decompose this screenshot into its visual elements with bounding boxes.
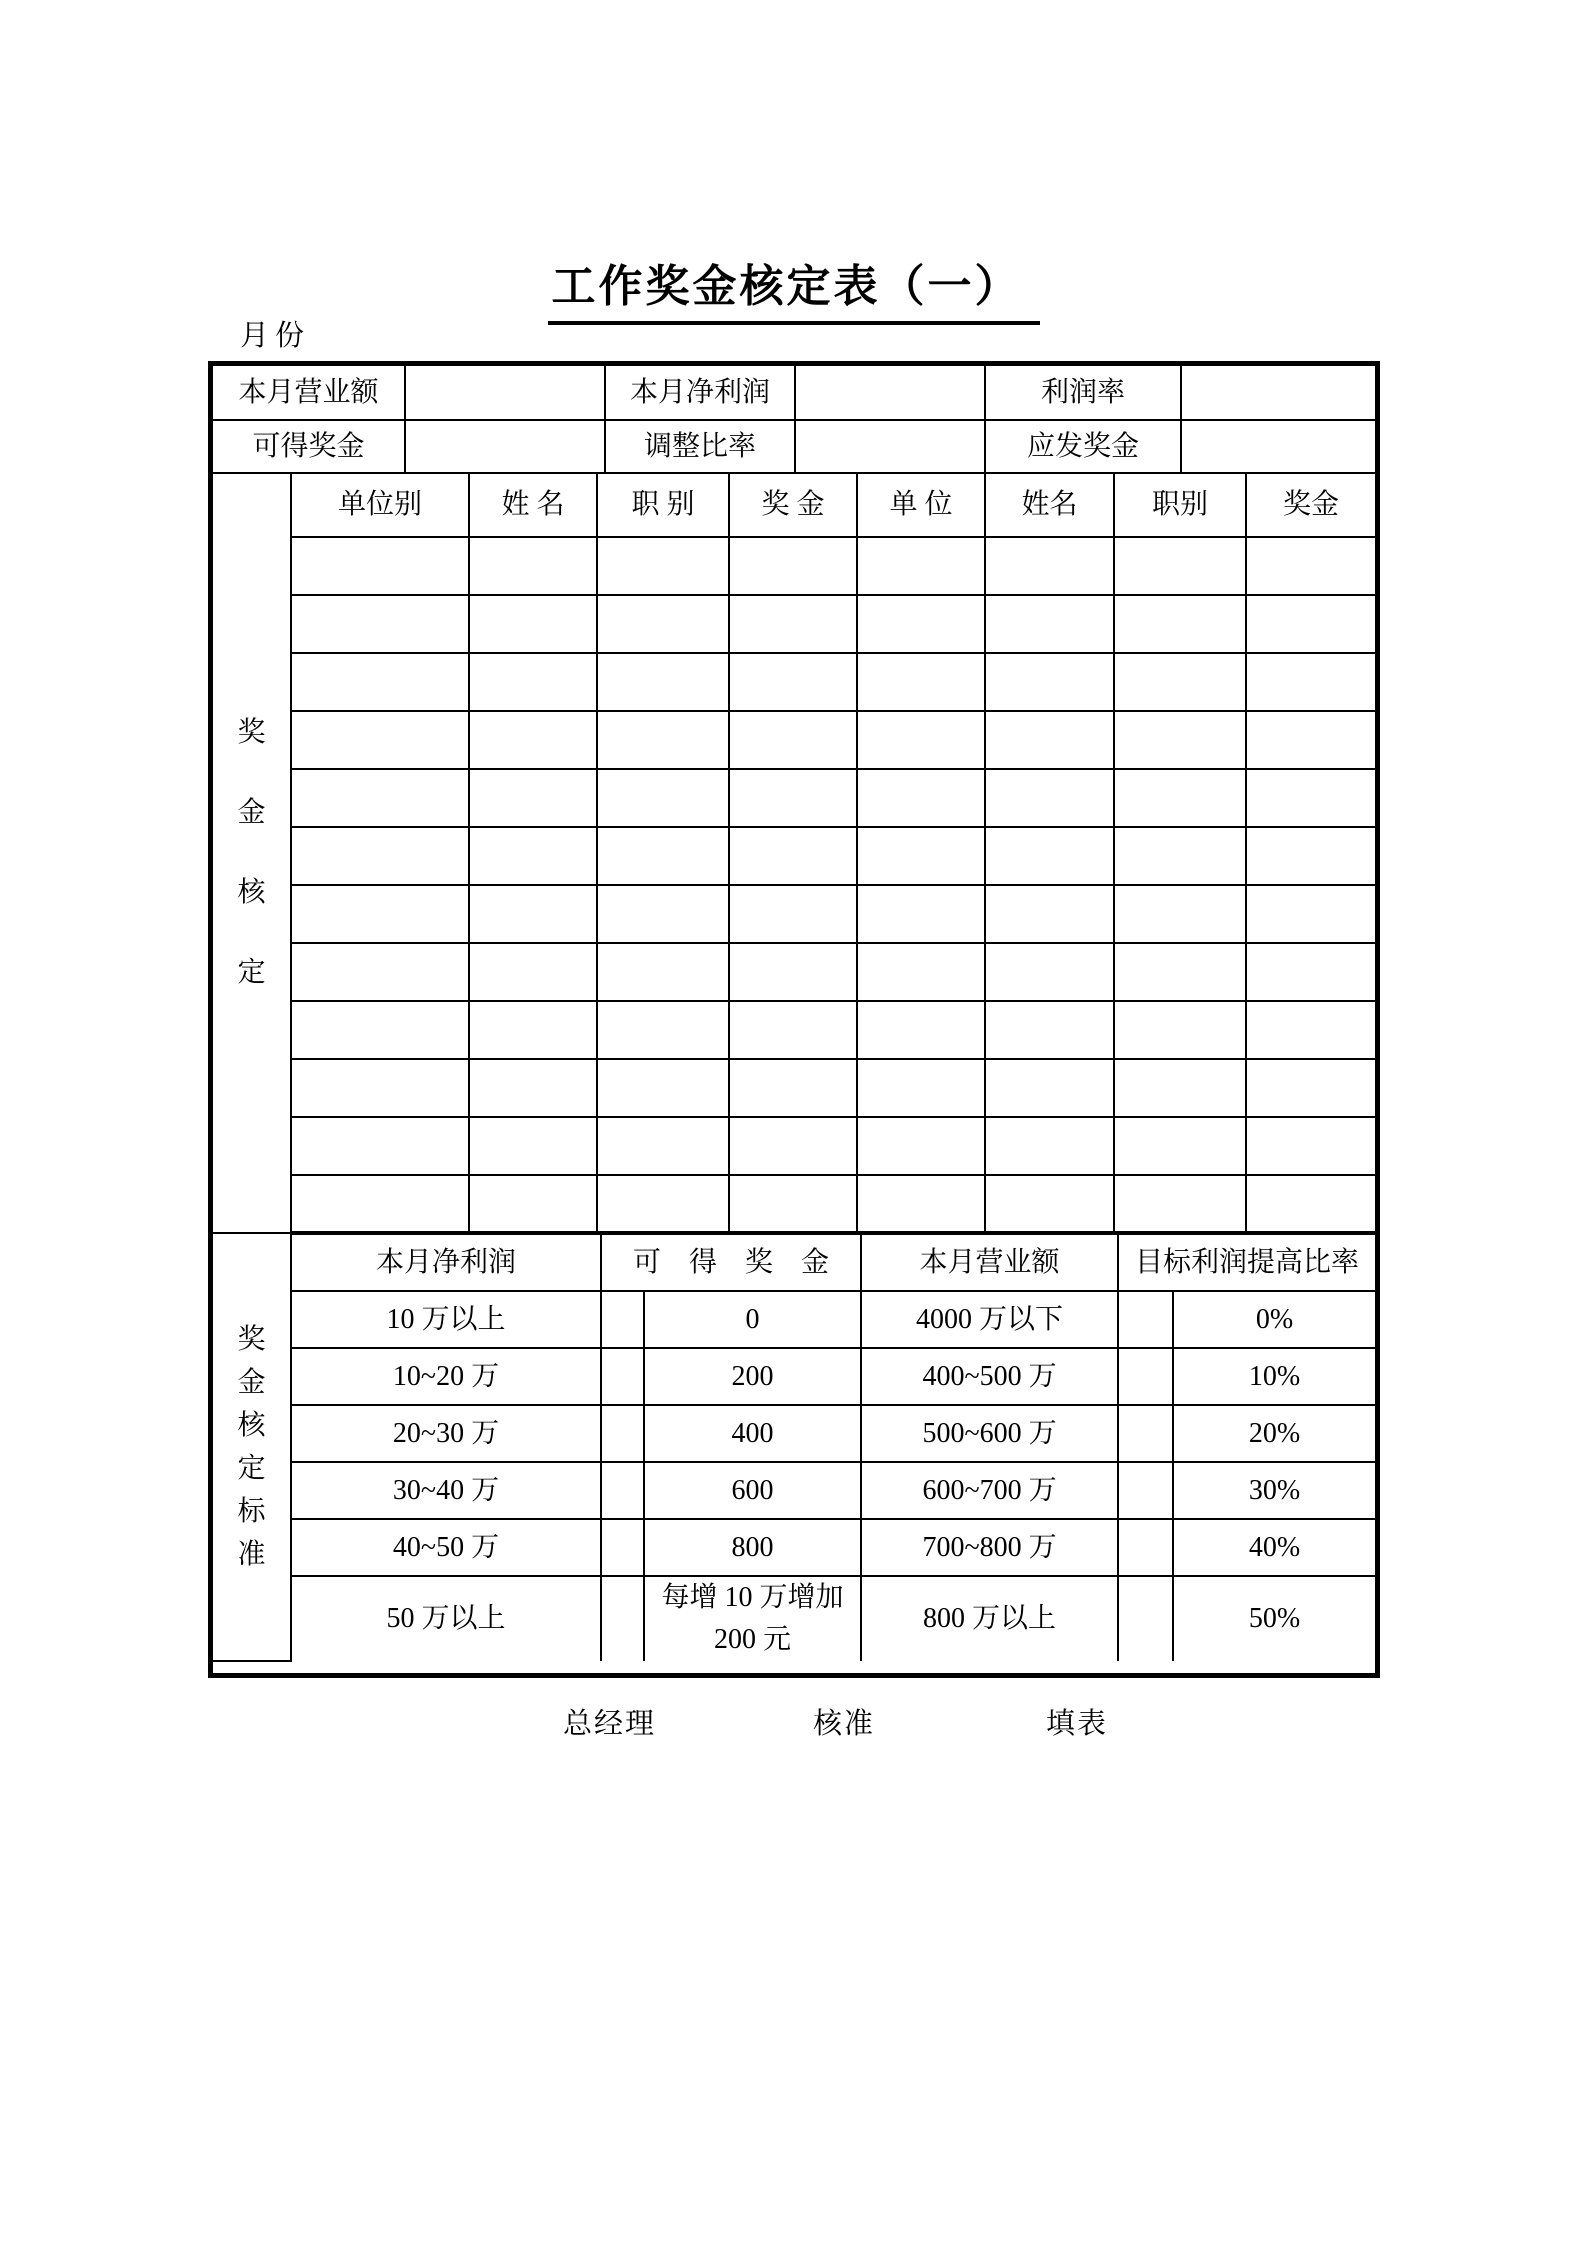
label-payable-bonus: 应发奖金	[985, 420, 1181, 473]
empty-cell[interactable]	[469, 769, 597, 827]
spacer-cell	[601, 1576, 644, 1661]
field-monthly-revenue[interactable]	[405, 366, 605, 420]
col-header-position-2: 职别	[1114, 474, 1246, 537]
empty-cell[interactable]	[729, 711, 857, 769]
standards-row	[213, 1348, 1375, 1405]
signature-approver: 核准	[813, 1708, 876, 1740]
empty-cell[interactable]	[1114, 827, 1246, 885]
std-net-profit: 20~30 万	[291, 1405, 601, 1462]
empty-cell[interactable]	[985, 711, 1114, 769]
col-header-position-1: 职 别	[597, 474, 729, 537]
empty-cell[interactable]	[985, 885, 1114, 943]
assessment-empty-row	[213, 827, 1375, 885]
assessment-empty-row	[213, 769, 1375, 827]
std-revenue: 4000 万以下	[861, 1291, 1118, 1348]
empty-cell[interactable]	[1246, 943, 1375, 1001]
empty-cell[interactable]	[597, 827, 729, 885]
empty-cell[interactable]	[597, 943, 729, 1001]
empty-cell[interactable]	[469, 537, 597, 595]
empty-cell[interactable]	[1246, 595, 1375, 653]
empty-cell[interactable]	[729, 827, 857, 885]
month-label: 月份	[240, 320, 311, 352]
empty-cell[interactable]	[469, 1175, 597, 1233]
empty-cell[interactable]	[597, 653, 729, 711]
assessment-empty-row	[213, 1059, 1375, 1117]
empty-cell[interactable]	[985, 827, 1114, 885]
std-bonus: 200	[644, 1348, 861, 1405]
assessment-empty-row	[213, 1117, 1375, 1175]
std-ratio: 30%	[1173, 1462, 1375, 1519]
empty-cell[interactable]	[1246, 1117, 1375, 1175]
std-bonus: 800	[644, 1519, 861, 1576]
field-payable-bonus[interactable]	[1181, 420, 1375, 473]
empty-cell[interactable]	[1246, 1175, 1375, 1233]
standards-row	[213, 1519, 1375, 1576]
empty-cell[interactable]	[1246, 827, 1375, 885]
empty-cell[interactable]	[1114, 943, 1246, 1001]
empty-cell[interactable]	[729, 537, 857, 595]
field-available-bonus[interactable]	[405, 420, 605, 473]
std-revenue: 700~800 万	[861, 1519, 1118, 1576]
empty-cell[interactable]	[729, 595, 857, 653]
empty-cell[interactable]	[469, 885, 597, 943]
empty-cell[interactable]	[985, 1117, 1114, 1175]
form-table	[208, 361, 1380, 1678]
empty-cell[interactable]	[469, 1059, 597, 1117]
standards-row	[213, 1291, 1375, 1348]
std-bonus: 400	[644, 1405, 861, 1462]
empty-cell[interactable]	[291, 1001, 469, 1059]
col-header-name-2: 姓名	[985, 474, 1114, 537]
empty-cell[interactable]	[597, 595, 729, 653]
label-monthly-net-profit: 本月净利润	[605, 366, 795, 420]
spacer-cell	[601, 1348, 644, 1405]
assessment-side-label: 奖 金 核 定	[213, 474, 291, 1233]
empty-cell[interactable]	[857, 537, 985, 595]
col-header-bonus-1: 奖 金	[729, 474, 857, 537]
std-header-bonus: 可 得 奖 金	[601, 1235, 861, 1291]
empty-cell[interactable]	[729, 1175, 857, 1233]
std-bonus: 0	[644, 1291, 861, 1348]
spacer-cell	[601, 1462, 644, 1519]
spacer-cell	[1118, 1348, 1173, 1405]
empty-cell[interactable]	[469, 711, 597, 769]
empty-cell[interactable]	[1114, 1001, 1246, 1059]
summary-section	[213, 366, 1375, 474]
empty-cell[interactable]	[985, 653, 1114, 711]
std-ratio: 10%	[1173, 1348, 1375, 1405]
spacer-cell	[1118, 1519, 1173, 1576]
empty-cell[interactable]	[291, 827, 469, 885]
empty-cell[interactable]	[291, 943, 469, 1001]
assessment-empty-row	[213, 653, 1375, 711]
empty-cell[interactable]	[729, 653, 857, 711]
empty-cell[interactable]	[1246, 1059, 1375, 1117]
empty-cell[interactable]	[291, 1117, 469, 1175]
page-title: 工作奖金核定表（一）	[548, 250, 1040, 325]
empty-cell[interactable]	[291, 885, 469, 943]
col-header-bonus-2: 奖金	[1246, 474, 1375, 537]
col-header-unit-type: 单位别	[291, 474, 469, 537]
empty-cell[interactable]	[729, 943, 857, 1001]
label-adjust-ratio: 调整比率	[605, 420, 795, 473]
std-ratio: 0%	[1173, 1291, 1375, 1348]
empty-cell[interactable]	[469, 595, 597, 653]
std-header-target-ratio: 目标利润提高比率	[1118, 1235, 1375, 1291]
empty-cell[interactable]	[985, 1001, 1114, 1059]
empty-cell[interactable]	[597, 769, 729, 827]
empty-cell[interactable]	[1114, 1175, 1246, 1233]
empty-cell[interactable]	[597, 1001, 729, 1059]
empty-cell[interactable]	[291, 1175, 469, 1233]
empty-cell[interactable]	[1114, 537, 1246, 595]
empty-cell[interactable]	[1114, 1117, 1246, 1175]
spacer-cell	[1118, 1291, 1173, 1348]
empty-cell[interactable]	[985, 1175, 1114, 1233]
empty-cell[interactable]	[1114, 885, 1246, 943]
empty-cell[interactable]	[1114, 653, 1246, 711]
std-net-profit: 30~40 万	[291, 1462, 601, 1519]
empty-cell[interactable]	[597, 1117, 729, 1175]
empty-cell[interactable]	[1246, 711, 1375, 769]
standards-row	[213, 1462, 1375, 1519]
empty-cell[interactable]	[469, 1117, 597, 1175]
spacer-cell	[601, 1291, 644, 1348]
spacer-cell	[601, 1519, 644, 1576]
empty-cell[interactable]	[985, 1059, 1114, 1117]
std-revenue: 500~600 万	[861, 1405, 1118, 1462]
empty-cell[interactable]	[729, 1059, 857, 1117]
empty-cell[interactable]	[469, 653, 597, 711]
assessment-empty-row	[213, 943, 1375, 1001]
standards-section	[213, 1235, 1375, 1662]
empty-cell[interactable]	[985, 595, 1114, 653]
empty-cell[interactable]	[729, 1001, 857, 1059]
empty-cell[interactable]	[1114, 711, 1246, 769]
empty-cell[interactable]	[857, 769, 985, 827]
empty-cell[interactable]	[469, 943, 597, 1001]
assessment-empty-row	[213, 885, 1375, 943]
empty-cell[interactable]	[597, 537, 729, 595]
label-monthly-revenue: 本月营业额	[213, 366, 405, 420]
std-header-revenue: 本月营业额	[861, 1235, 1118, 1291]
assessment-empty-row	[213, 537, 1375, 595]
empty-cell[interactable]	[985, 943, 1114, 1001]
empty-cell[interactable]	[729, 1117, 857, 1175]
empty-cell[interactable]	[291, 711, 469, 769]
empty-cell[interactable]	[597, 711, 729, 769]
assessment-empty-row	[213, 711, 1375, 769]
empty-cell[interactable]	[857, 1059, 985, 1117]
field-adjust-ratio[interactable]	[795, 420, 985, 473]
std-net-profit: 40~50 万	[291, 1519, 601, 1576]
std-revenue: 800 万以上	[861, 1576, 1118, 1661]
standards-row	[213, 1576, 1375, 1661]
signature-general-manager: 总经理	[563, 1708, 657, 1740]
empty-cell[interactable]	[857, 885, 985, 943]
empty-cell[interactable]	[857, 653, 985, 711]
empty-cell[interactable]	[857, 827, 985, 885]
signature-preparer: 填表	[1046, 1708, 1109, 1740]
spacer-cell	[601, 1405, 644, 1462]
empty-cell[interactable]	[469, 1001, 597, 1059]
std-ratio: 40%	[1173, 1519, 1375, 1576]
standards-side-label: 奖 金 核 定 标 准	[213, 1235, 291, 1661]
empty-cell[interactable]	[1114, 769, 1246, 827]
empty-cell[interactable]	[1246, 885, 1375, 943]
empty-cell[interactable]	[1114, 595, 1246, 653]
std-net-profit: 50 万以上	[291, 1576, 601, 1661]
field-profit-rate[interactable]	[1181, 366, 1375, 420]
std-header-net-profit: 本月净利润	[291, 1235, 601, 1291]
spacer-cell	[1118, 1405, 1173, 1462]
empty-cell[interactable]	[857, 1001, 985, 1059]
assessment-empty-row	[213, 1175, 1375, 1233]
empty-cell[interactable]	[985, 769, 1114, 827]
label-available-bonus: 可得奖金	[213, 420, 405, 473]
assessment-section	[213, 474, 1375, 1235]
empty-cell[interactable]	[291, 653, 469, 711]
std-bonus: 每增 10 万增加 200 元	[644, 1576, 861, 1661]
field-monthly-net-profit[interactable]	[795, 366, 985, 420]
empty-cell[interactable]	[291, 595, 469, 653]
empty-cell[interactable]	[291, 537, 469, 595]
empty-cell[interactable]	[857, 943, 985, 1001]
empty-cell[interactable]	[291, 769, 469, 827]
std-net-profit: 10~20 万	[291, 1348, 601, 1405]
standards-row	[213, 1405, 1375, 1462]
empty-cell[interactable]	[857, 595, 985, 653]
std-revenue: 400~500 万	[861, 1348, 1118, 1405]
label-profit-rate: 利润率	[985, 366, 1181, 420]
assessment-empty-row	[213, 1001, 1375, 1059]
empty-cell[interactable]	[597, 1059, 729, 1117]
empty-cell[interactable]	[597, 885, 729, 943]
empty-cell[interactable]	[1114, 1059, 1246, 1117]
std-revenue: 600~700 万	[861, 1462, 1118, 1519]
empty-cell[interactable]	[729, 885, 857, 943]
empty-cell[interactable]	[857, 1117, 985, 1175]
empty-cell[interactable]	[985, 537, 1114, 595]
std-ratio: 20%	[1173, 1405, 1375, 1462]
spacer-cell	[1118, 1462, 1173, 1519]
empty-cell[interactable]	[291, 1059, 469, 1117]
empty-cell[interactable]	[857, 1175, 985, 1233]
assessment-empty-row	[213, 595, 1375, 653]
std-net-profit: 10 万以上	[291, 1291, 601, 1348]
empty-cell[interactable]	[729, 769, 857, 827]
col-header-name-1: 姓 名	[469, 474, 597, 537]
col-header-unit: 单 位	[857, 474, 985, 537]
title-row	[0, 250, 1587, 325]
empty-cell[interactable]	[1246, 653, 1375, 711]
empty-cell[interactable]	[857, 711, 985, 769]
empty-cell[interactable]	[469, 827, 597, 885]
empty-cell[interactable]	[1246, 1001, 1375, 1059]
std-ratio: 50%	[1248, 1603, 1301, 1634]
empty-cell[interactable]	[597, 1175, 729, 1233]
spacer-cell	[1118, 1576, 1173, 1661]
empty-cell[interactable]	[1246, 769, 1375, 827]
empty-cell[interactable]	[1246, 537, 1375, 595]
std-bonus: 600	[644, 1462, 861, 1519]
